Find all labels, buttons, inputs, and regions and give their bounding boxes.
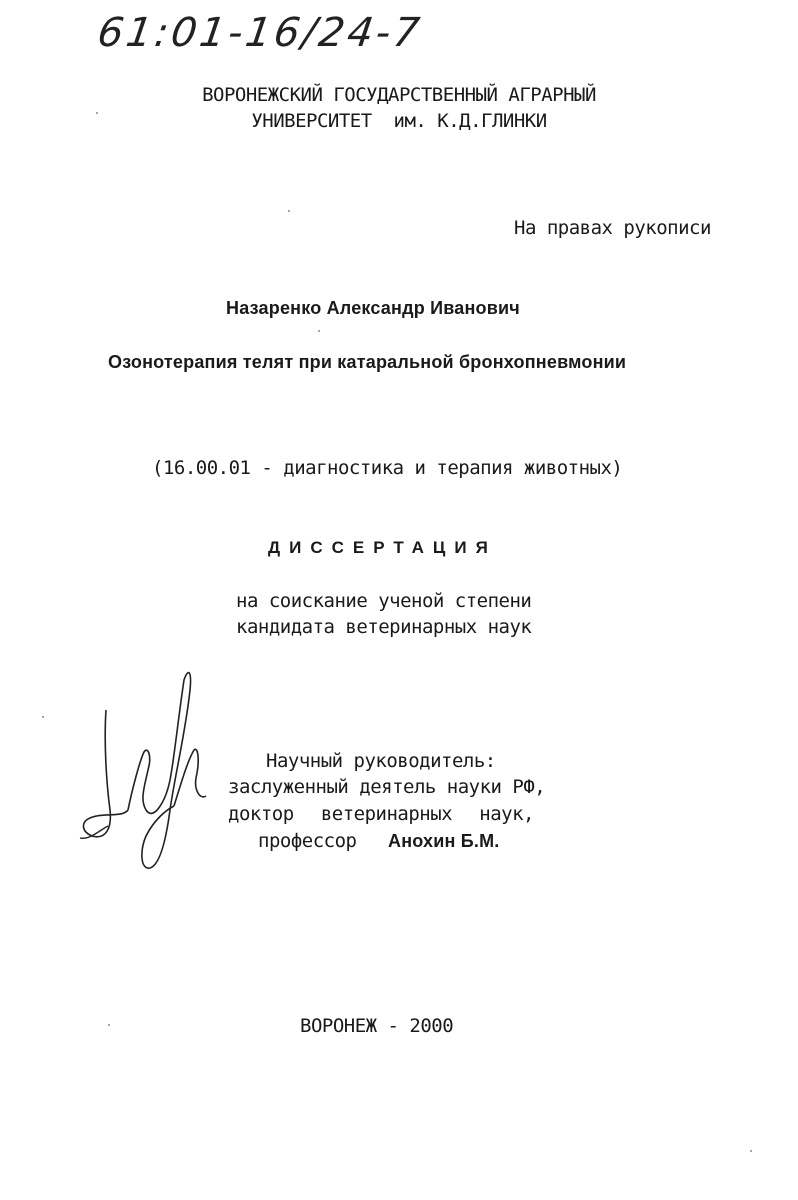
archive-code: 61:01-16/24-7 bbox=[94, 10, 426, 56]
signature-drawing bbox=[70, 660, 210, 880]
scan-speck bbox=[288, 210, 290, 212]
supervisor-degree-word: наук, bbox=[479, 803, 534, 825]
supervisor-title-line: заслуженный деятель науки РФ, bbox=[228, 776, 546, 798]
supervisor-degree-line bbox=[228, 802, 534, 826]
supervisor-heading: Научный руководитель: bbox=[266, 750, 496, 772]
university-line-2: УНИВЕРСИТЕТ им. К.Д.ГЛИНКИ bbox=[251, 110, 547, 132]
specialty-code: (16.00.01 - диагностика и терапия животных) bbox=[152, 457, 623, 479]
dissertation-title: Озонотерапия телят при катаральной бронхопневмонии bbox=[108, 352, 627, 372]
scan-speck bbox=[318, 330, 320, 332]
supervisor-position: профессор bbox=[258, 830, 357, 852]
scan-speck bbox=[108, 1024, 110, 1026]
supervisor-degree-word: доктор bbox=[228, 803, 294, 825]
manuscript-rights-note: На правах рукописи bbox=[514, 217, 711, 239]
city-year: ВОРОНЕЖ - 2000 bbox=[300, 1015, 454, 1037]
document-type: ДИССЕРТАЦИЯ bbox=[268, 538, 497, 557]
scan-speck bbox=[42, 716, 44, 718]
supervisor-degree-word: ветеринарных bbox=[320, 803, 453, 825]
scan-speck bbox=[750, 1150, 752, 1152]
supervisor-name: Анохин Б.М. bbox=[388, 831, 500, 851]
scan-speck bbox=[96, 112, 98, 114]
degree-line-2: кандидата ветеринарных наук bbox=[236, 616, 532, 638]
university-line-1: ВОРОНЕЖСКИЙ ГОСУДАРСТВЕННЫЙ АГРАРНЫЙ bbox=[202, 84, 596, 106]
degree-line-1: на соискание ученой степени bbox=[236, 590, 532, 612]
author-name: Назаренко Александр Иванович bbox=[226, 298, 520, 318]
